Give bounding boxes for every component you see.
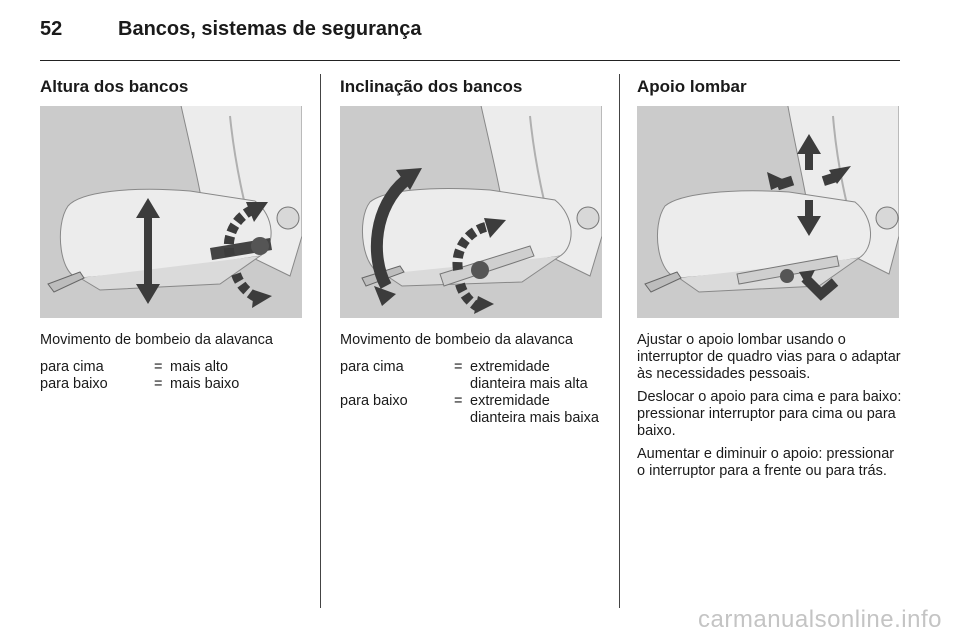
table-row <box>40 359 305 376</box>
row-value: extremidade dianteira mais alta <box>470 359 588 392</box>
paragraph: Ajustar o apoio lombar usando o interruptor de quadro vias para o adaptar às necessidades pessoais. <box>637 332 901 382</box>
table-row <box>340 393 605 427</box>
seat-height-illustration <box>40 106 302 318</box>
row-value: mais alto <box>170 359 229 375</box>
row-key: para baixo <box>340 393 408 409</box>
paragraph: Aumentar e diminuir o apoio: pressionar o interruptor para a frente ou para trás. <box>637 446 895 479</box>
lumbar-support-drawing <box>637 106 899 318</box>
row-key: para cima <box>340 359 404 375</box>
row-equals: = <box>454 359 463 375</box>
seat-height-intro: Movimento de bombeio da alavanca <box>40 332 273 348</box>
row-equals: = <box>454 393 463 409</box>
section-seat-height <box>40 76 305 392</box>
row-key: para baixo <box>40 376 108 392</box>
row-value: extremidade dianteira mais baixa <box>470 393 599 426</box>
paragraph: Deslocar o apoio para cima e para baixo: pressionar interruptor para cima ou para baixo. <box>637 389 902 439</box>
seat-tilt-drawing <box>340 106 602 318</box>
seat-tilt-table <box>340 359 605 427</box>
table-row <box>40 376 305 393</box>
section-title: Apoio lombar <box>637 77 747 96</box>
seat-height-drawing <box>40 106 302 318</box>
seat-height-table <box>40 359 305 393</box>
seat-tilt-intro: Movimento de bombeio da alavanca <box>340 332 573 348</box>
row-key: para cima <box>40 359 104 375</box>
section-seat-tilt <box>340 76 605 426</box>
row-value: mais baixo <box>170 376 240 392</box>
seat-tilt-illustration <box>340 106 602 318</box>
section-title: Altura dos bancos <box>40 77 189 96</box>
header-divider <box>40 60 900 61</box>
column-divider-2 <box>619 74 620 608</box>
row-equals: = <box>154 359 163 375</box>
row-equals: = <box>154 376 163 392</box>
page-title: Bancos, sistemas de segurança <box>118 18 422 40</box>
lumbar-support-illustration <box>637 106 899 318</box>
column-divider-1 <box>320 74 321 608</box>
section-title: Inclinação dos bancos <box>340 77 523 96</box>
watermark: carmanualsonline.info <box>698 606 942 633</box>
page-number: 52 <box>40 18 63 40</box>
section-lumbar-support <box>637 76 902 479</box>
table-row <box>340 359 605 393</box>
lumbar-support-text <box>637 332 902 486</box>
